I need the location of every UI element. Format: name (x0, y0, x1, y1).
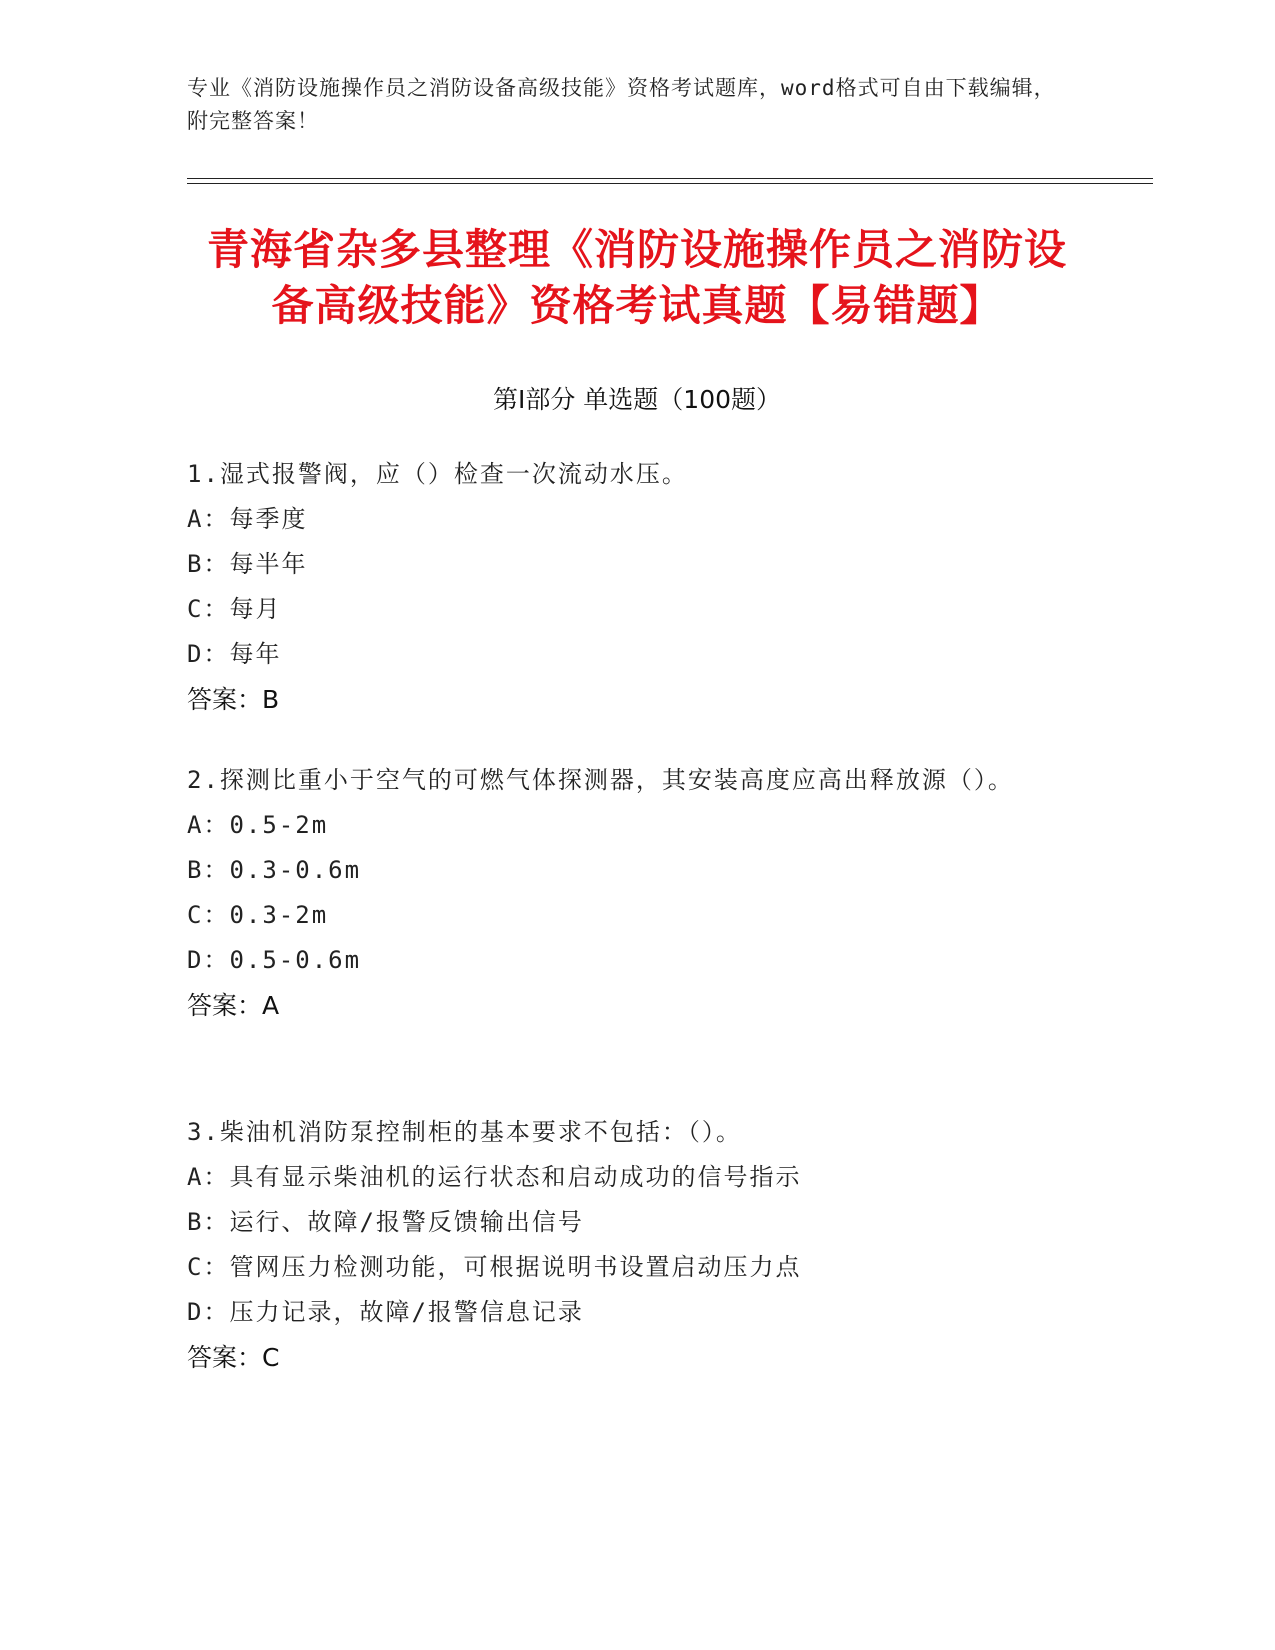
answer: 答案：A (187, 991, 280, 1020)
question-stem: 3.柴油机消防泵控制柜的基本要求不包括：（）。 (187, 1118, 742, 1146)
option-d: D：0.5-0.6m (187, 946, 362, 974)
option-a: A：0.5-2m (187, 811, 329, 839)
question-stem: 1.湿式报警阀，应（）检查一次流动水压。 (187, 460, 688, 488)
option-d: D：压力记录，故障/报警信息记录 (187, 1298, 584, 1326)
option-c: C：0.3-2m (187, 901, 329, 929)
answer: 答案：C (187, 1343, 280, 1372)
question-3 (187, 1110, 1087, 1380)
option-a: A：具有显示柴油机的运行状态和启动成功的信号指示 (187, 1163, 802, 1191)
header-divider-bottom (187, 183, 1153, 184)
question-1 (187, 452, 1087, 722)
section-title: 第Ⅰ部分 单选题（100题） (492, 385, 782, 414)
option-b: B：每半年 (187, 550, 308, 578)
option-d: D：每年 (187, 640, 282, 668)
option-a: A：每季度 (187, 505, 308, 533)
option-c: C：每月 (187, 595, 282, 623)
header-divider-top (187, 178, 1153, 179)
question-2 (187, 758, 1087, 1028)
option-b: B：0.3-0.6m (187, 856, 362, 884)
option-b: B：运行、故障/报警反馈输出信号 (187, 1208, 584, 1236)
header-note: 专业《消防设施操作员之消防设备高级技能》资格考试题库，word格式可自由下载编辑，附完整答案！ (187, 76, 1056, 133)
answer: 答案：B (187, 685, 280, 714)
option-c: C：管网压力检测功能，可根据说明书设置启动压力点 (187, 1253, 802, 1281)
document-title: 青海省杂多县整理《消防设施操作员之消防设备高级技能》资格考试真题【易错题】 (206, 225, 1067, 330)
question-stem: 2.探测比重小于空气的可燃气体探测器，其安装高度应高出释放源（）。 (187, 766, 1014, 794)
